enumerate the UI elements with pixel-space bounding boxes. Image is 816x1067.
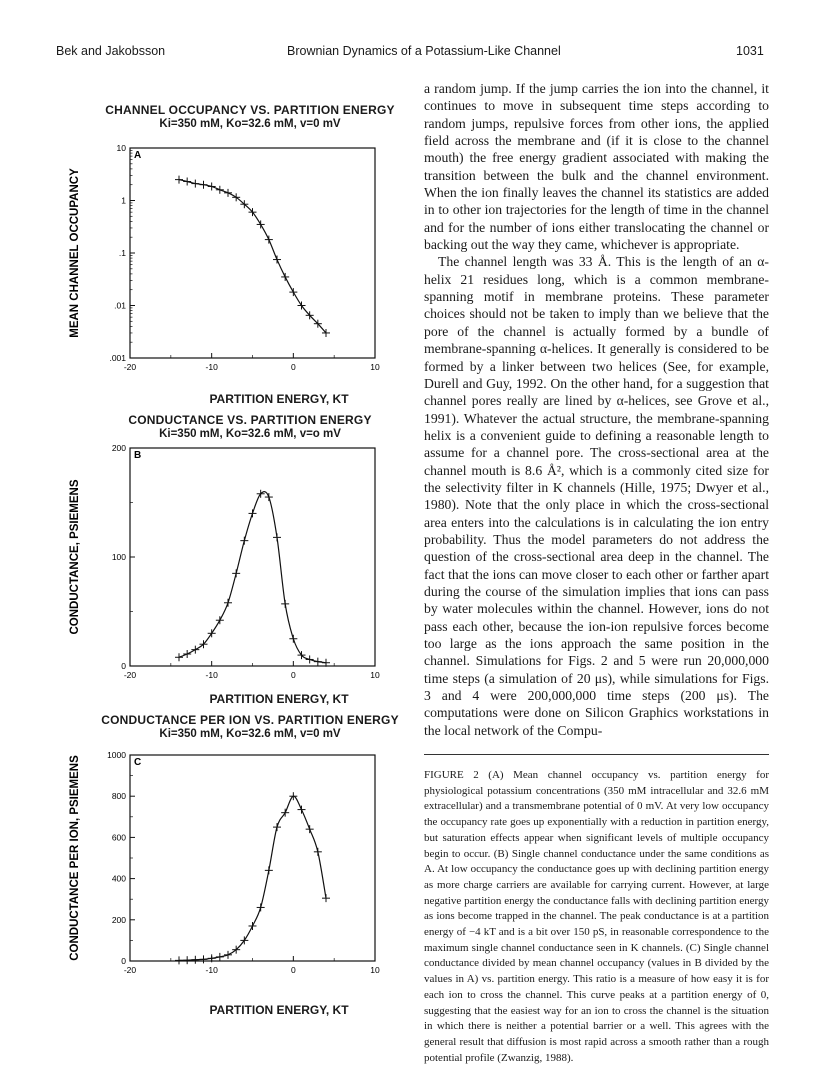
data-point	[265, 236, 273, 244]
y-tick-label: 600	[111, 832, 126, 843]
data-point	[200, 181, 208, 189]
plot-frame	[130, 448, 375, 666]
panel-a-title: CHANNEL OCCUPANCY VS. PARTITION ENERGY	[105, 103, 395, 117]
panel-c-chart	[0, 740, 400, 985]
body-text	[424, 80, 769, 739]
panel-b-xlabel: PARTITION ENERGY, KT	[209, 692, 349, 706]
data-point	[191, 646, 199, 654]
y-tick-label: 10	[116, 143, 126, 153]
panel-a-subtitle: Ki=350 mM, Ko=32.6 mM, v=0 mV	[159, 118, 341, 130]
y-tick-label: .001	[109, 353, 126, 363]
data-point	[249, 509, 257, 517]
caption-rule	[424, 754, 769, 755]
data-point	[224, 951, 232, 959]
data-point	[257, 490, 265, 498]
data-curve	[179, 796, 326, 960]
data-point	[216, 953, 224, 961]
data-point	[298, 806, 306, 814]
data-point	[183, 956, 191, 964]
data-point	[175, 653, 183, 661]
header-running-title: Brownian Dynamics of a Potassium-Like Channel	[287, 44, 561, 58]
panel-c-subtitle: Ki=350 mM, Ko=32.6 mM, v=0 mV	[159, 728, 341, 740]
x-tick-label: 10	[370, 362, 380, 372]
data-point	[183, 178, 191, 186]
data-point	[322, 894, 330, 902]
y-tick-label: 0	[121, 661, 126, 671]
panel-a-chart	[0, 140, 400, 380]
y-tick-label: 800	[111, 791, 126, 802]
data-point	[240, 537, 248, 545]
y-tick-label: 1	[121, 195, 126, 206]
y-axis-label: CONDUCTANCE, PSIEMENS	[69, 479, 81, 635]
data-point	[281, 273, 289, 281]
x-tick-label: -20	[123, 670, 137, 680]
data-point	[224, 599, 232, 607]
y-tick-label: 400	[111, 873, 126, 884]
data-point	[306, 655, 314, 663]
x-tick-label: -20	[123, 965, 137, 975]
y-axis-label: MEAN CHANNEL OCCUPANCY	[69, 168, 81, 338]
data-point	[200, 955, 208, 963]
data-point	[265, 866, 273, 874]
y-tick-label: 200	[111, 443, 126, 453]
panel-b-title: CONDUCTANCE VS. PARTITION ENERGY	[128, 413, 372, 427]
y-tick-label: 100	[111, 552, 126, 562]
y-tick-label: .1	[118, 248, 126, 258]
data-point	[191, 956, 199, 964]
data-point	[289, 288, 297, 296]
data-point	[306, 825, 314, 833]
body-paragraph-1: a random jump. If the jump carries the ion into the channel, it continues to move in subsequent time steps according to random jumps, repulsive forces from other ions, the applied field across the membrane and (if it is close to the channel mouth) the free energy gradient associated with making the transition between the bulk and the channel environment. When the ion finally leaves the channel its statistics are added in to other ion trajectories for the length of time in the channel and for the number of ions either translocating the channel or backing out the way they came, whichever is appropriate.	[424, 81, 769, 253]
data-point	[265, 493, 273, 501]
data-point	[175, 176, 183, 184]
data-point	[314, 848, 322, 856]
data-point	[281, 600, 289, 608]
x-tick-label: 0	[290, 362, 296, 372]
data-point	[208, 182, 216, 190]
x-tick-label: 10	[370, 670, 380, 680]
panel-c-xlabel: PARTITION ENERGY, KT	[209, 1003, 349, 1017]
x-tick-label: -10	[205, 670, 218, 680]
data-point	[314, 658, 322, 666]
data-point	[208, 629, 216, 637]
data-point	[224, 189, 232, 197]
running-header	[0, 44, 816, 62]
panel-letter: B	[134, 450, 142, 461]
data-point	[257, 220, 265, 228]
data-point	[183, 650, 191, 658]
data-point	[257, 903, 265, 911]
x-tick-label: 0	[290, 670, 296, 680]
data-point	[216, 616, 224, 624]
panel-b-chart	[0, 440, 400, 690]
x-tick-label: 0	[290, 965, 296, 975]
body-paragraph-2: The channel length was 33 Å. This is the length of an α-helix 21 residues long, which is a common membrane-spanning motif in membrane proteins. These parameter choices should not be taken to imply than we believe that the pore of the channel is actually formed by a bundle of membrane-spanning α-helices. It generally is considered to be formed by a linker between two helices (See, for example, Durell and Guy, 1992. On the other hand, for a suggestion that channel pores really are lined by α-helices, see Grove et al., 1991). Whatever the actual structure, the membrane-spanning helix is a convenient guide to defining a reasonable length to assume for a channel pore. The cross-sectional area at the channel mouth is 8.6 Å², which is a commonly cited size for the selectivity filter in K channels (Hille, 1975; Dwyer et al., 1980). Note that the only place in which the cross-sectional area enters into the calculations is in calculating the ion entry probability. Thus the model parameters do not address the question of the cross-sectional area deep in the channel. The fact that the ions can move closer to each other or farther apart during the course of the simulation implies that ions can pass by water molecules within the channel. However, ions do not pass each other, because the ion-ion repulsive forces become too large as the ions approach the same position in the channel. Simulations for Figs. 2 and 5 were run 20,000,000 time steps (a simulation of 20 μs), while simulations for Figs. 3 and 4 were 200,000,000 time steps (200 μs). The computations were done on Silicon Graphics workstations in the local network of the Compu-	[424, 254, 769, 738]
data-curve	[179, 180, 326, 333]
data-point	[273, 256, 281, 264]
y-axis-label: CONDUCTANCE PER ION, PSIEMENS	[69, 755, 81, 961]
panel-c-title: CONDUCTANCE PER ION VS. PARTITION ENERGY	[101, 713, 399, 727]
data-point	[273, 533, 281, 541]
x-tick-label: -10	[205, 362, 218, 372]
panel-a-xlabel: PARTITION ENERGY, KT	[209, 392, 349, 406]
y-tick-label: .01	[114, 300, 126, 311]
panel-b-subtitle: Ki=350 mM, Ko=32.6 mM, v=o mV	[159, 428, 341, 440]
x-tick-label: -10	[205, 965, 218, 975]
figure-caption: FIGURE 2 (A) Mean channel occupancy vs. partition energy for physiological potassium concentrations (350 mM intracellular and 32.6 mM extracellular) and a transmembrane potential of 0 mV. At very low occupancy the occupancy rate goes up exponentially with a reduction in partition energy, but saturation effects appear when significant levels of multiple occupancy begin to occur. (B) Single channel conductance under the same conditions as A. At low occupancy the conductance goes up with declining partition energy as more charge carriers are available for carrying current. However, at large negative partition energy the conductance falls with declining partition energy as ions become trapped in the channel. The peak conductance is at a partition energy of −4 kT and is a bit over 150 pS, in reasonable correspondence to the maximum single channel conductance seen in K channels. (C) Single channel conductance divided by mean channel occupancy (values in B divided by the values in A) vs. partition energy. This ratio is a measure of how easy it is for each ion to cross the channel. This curve peaks at a partition energy of 0, suggesting that the easiest way for an ion to cross the channel is the situation in which there is neither a potential barrier or a well. This agrees with the general result that diffusion is most rapid across a smooth rather than a rough potential profile (Zwanzig, 1988).	[424, 769, 769, 1064]
data-point	[175, 956, 183, 964]
data-point	[289, 635, 297, 643]
data-point	[281, 809, 289, 817]
header-page-number: 1031	[736, 44, 764, 58]
data-point	[191, 180, 199, 188]
data-point	[249, 922, 257, 930]
panel-letter: C	[134, 757, 142, 768]
plot-frame	[130, 148, 375, 358]
y-tick-label: 200	[111, 914, 126, 925]
panel-letter: A	[134, 150, 142, 161]
header-authors: Bek and Jakobsson	[56, 44, 166, 58]
data-point	[216, 186, 224, 194]
x-tick-label: -20	[123, 362, 137, 372]
x-tick-label: 10	[370, 965, 380, 975]
plot-frame	[130, 755, 375, 961]
data-point	[232, 569, 240, 577]
data-point	[273, 823, 281, 831]
y-tick-label: 1000	[107, 750, 126, 760]
y-tick-label: 0	[121, 956, 126, 966]
